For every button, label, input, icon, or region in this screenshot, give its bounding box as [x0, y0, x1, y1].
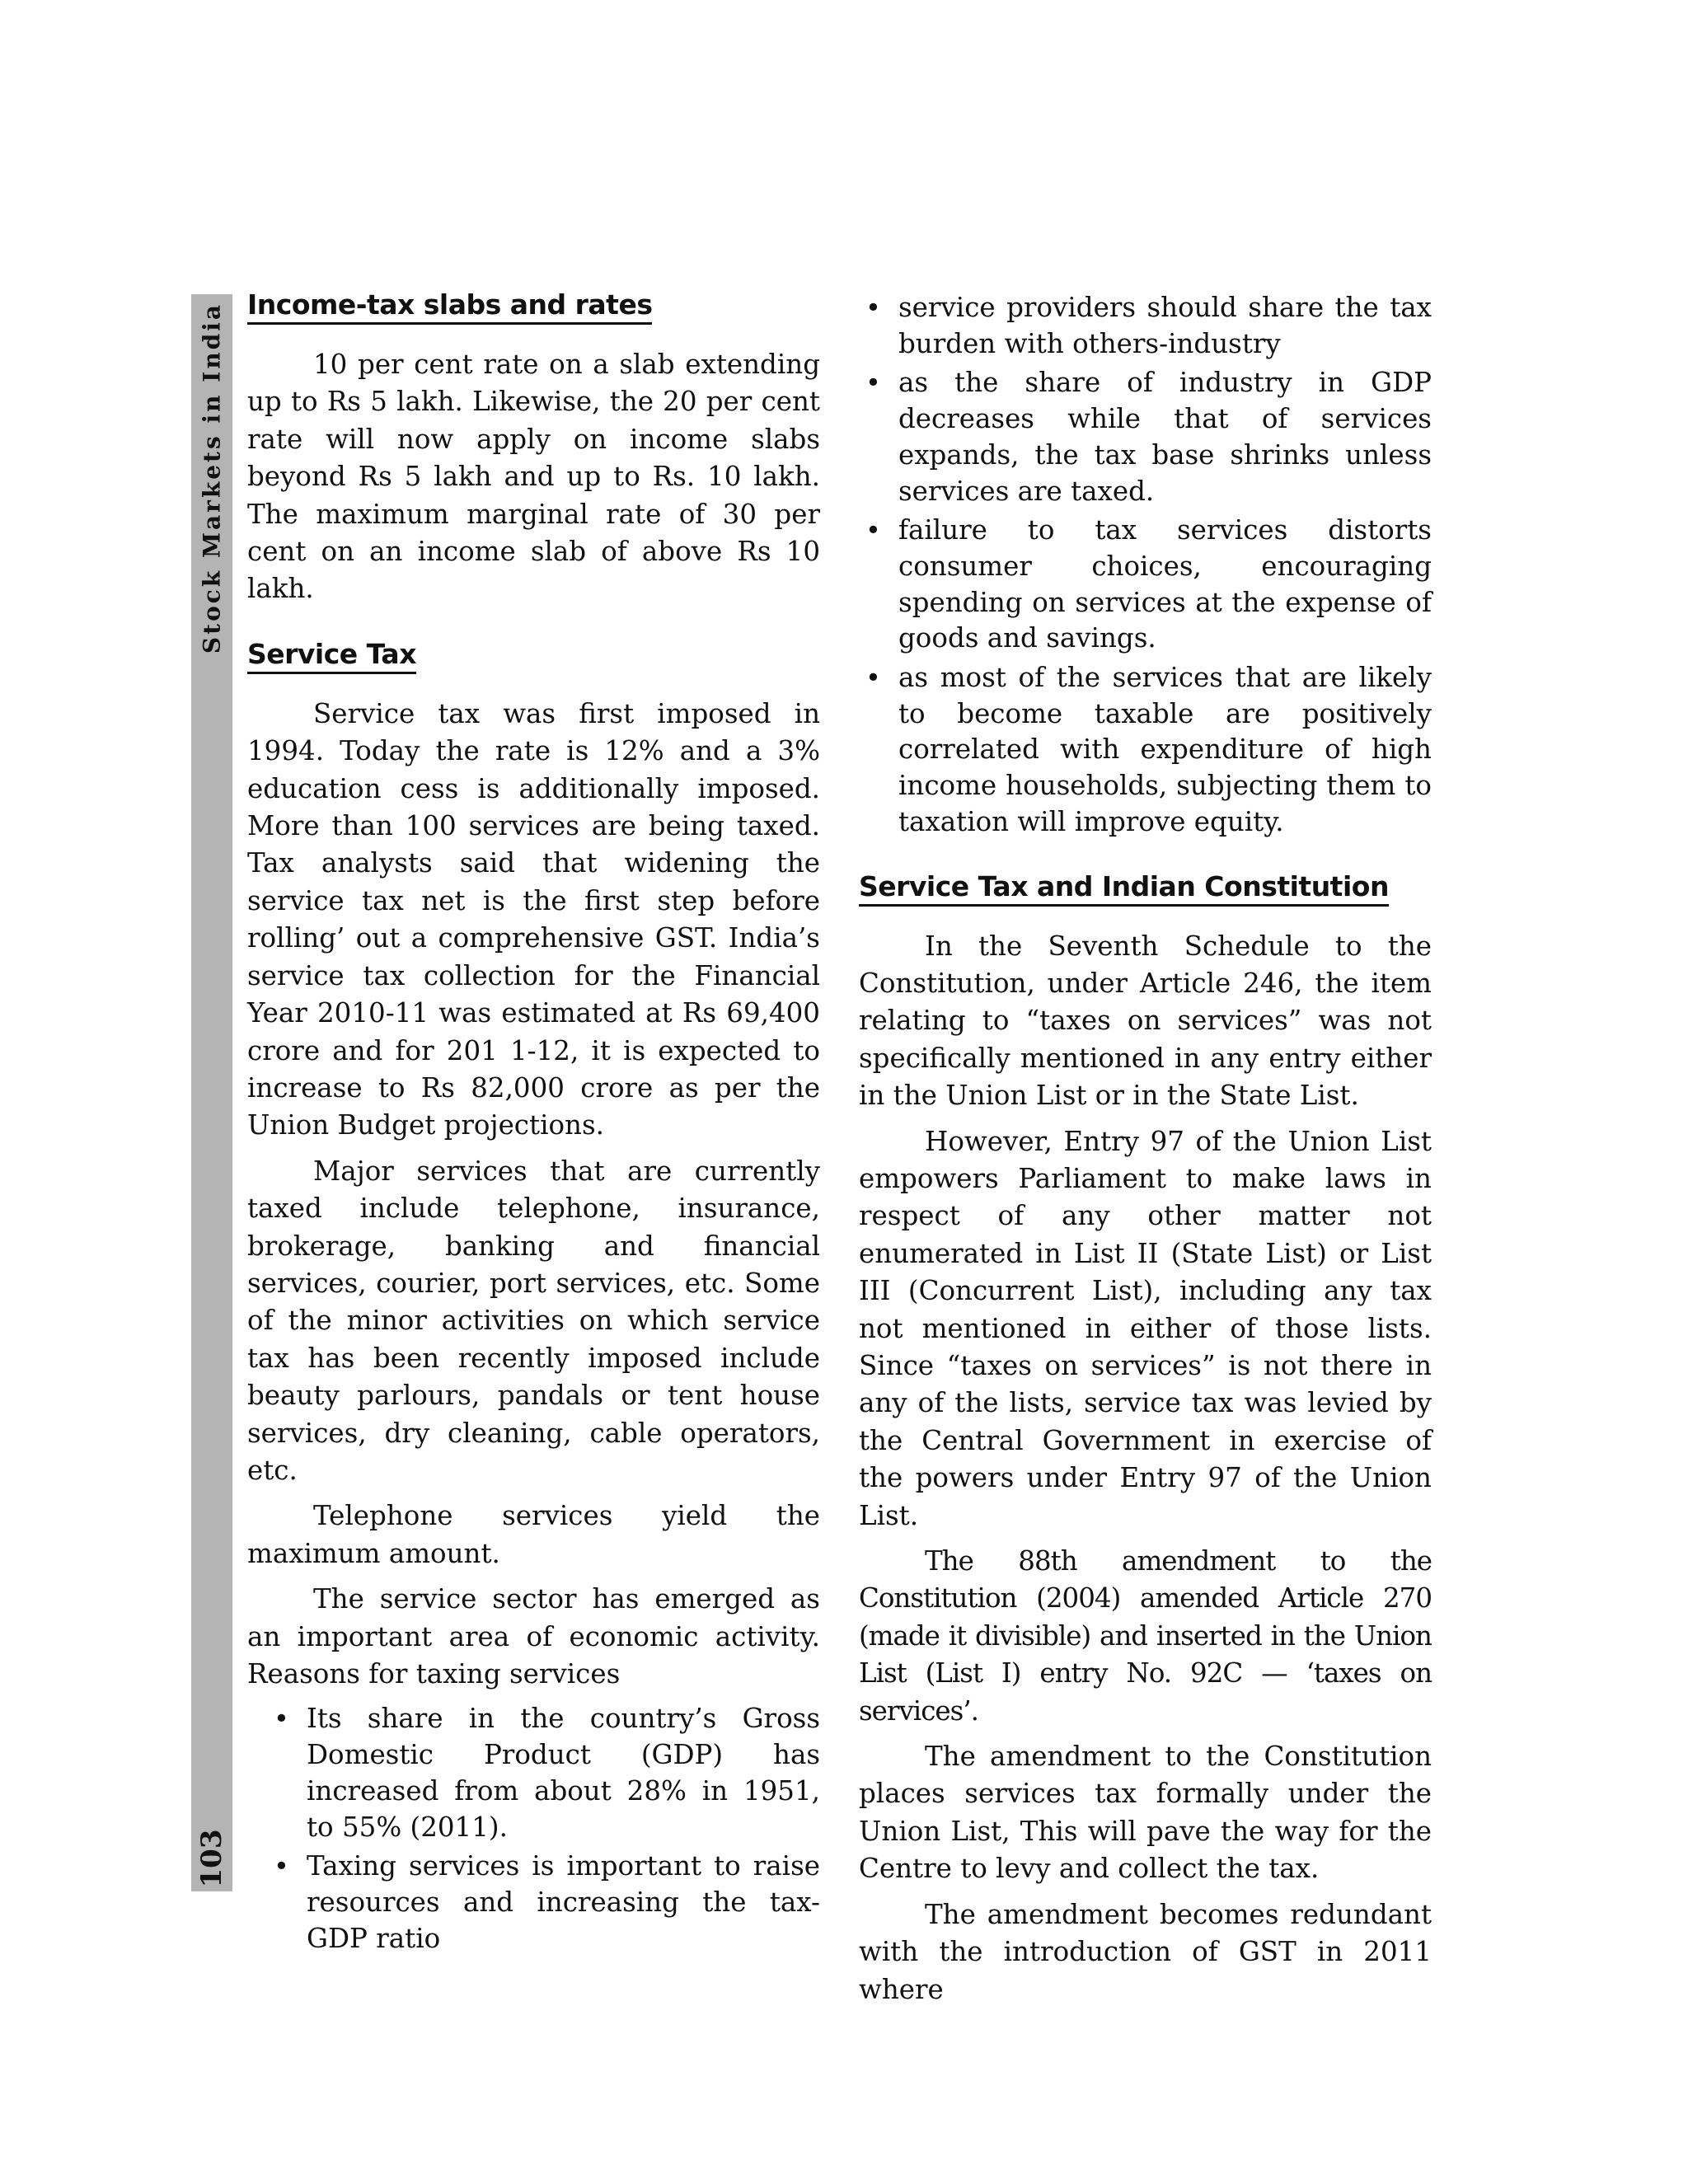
- bullet-list: [859, 290, 1432, 841]
- bullet-list: [247, 1701, 820, 1957]
- heading-income-tax: Income-tax slabs and rates: [247, 288, 652, 325]
- left-column: [247, 288, 820, 1965]
- paragraph: 10 per cent rate on a slab extending up to Rs 5 lakh. Likewise, the 20 per cent rate will now apply on income slabs beyond Rs 5 lakh and up to Rs. 10 lakh. The maximum marginal rate of 30 per cent on an income slab of above Rs 10 lakh.: [247, 349, 820, 605]
- heading-constitution: Service Tax and Indian Constitution: [859, 870, 1389, 907]
- bullet-icon: •: [865, 367, 881, 399]
- paragraph: However, Entry 97 of the Union List empowers Parliament to make laws in respect of any other matter not enumerated in List II (State List) or List III (Concurrent List), including any tax not mentioned in either of those lists. Since “taxes on services” is not there in any of the lists, service tax was levied by the Central Government in exercise of the powers under Entry 97 of the Union List.: [859, 1125, 1432, 1531]
- list-item: • as the share of industry in GDP decreases while that of services expands, the tax base shrinks unless services are taxed.: [865, 367, 1432, 507]
- bullet-icon: •: [865, 514, 881, 546]
- bullet-icon: •: [865, 662, 881, 694]
- paragraph: Major services that are currently taxed include telephone, insurance, brokerage, banking and financial services, courier, port services, etc. Some of the minor activities on which service tax has been recently imposed include beauty parlours, pandals or tent house services, dry cleaning, cable operators, etc.: [247, 1155, 820, 1486]
- paragraph: The amendment to the Constitution places services tax formally under the Union List, This will pave the way for the Centre to levy and collect the tax.: [859, 1741, 1432, 1885]
- heading-service-tax: Service Tax: [247, 638, 416, 674]
- list-item: • Taxing services is important to raise resources and increasing the tax-GDP ratio: [274, 1850, 820, 1954]
- bullet-icon: •: [865, 292, 881, 323]
- list-item: • as most of the services that are likely to become taxable are positively correlated with expenditure of high income households, subjecting them to taxation will improve equity.: [865, 662, 1432, 837]
- list-item: • failure to tax services distorts consumer choices, encouraging spending on services at the expense of goods and savings.: [865, 514, 1432, 654]
- running-title: Stock Markets in India: [198, 302, 226, 654]
- bullet-icon: •: [274, 1703, 289, 1735]
- paragraph: The 88th amendment to the Constitution (2004) amended Article 270 (made it divisible) and inserted in the Union List (List I) entry No. 92C — ‘taxes on services’.: [859, 1545, 1432, 1727]
- list-item: • service providers should share the tax burden with others-industry: [865, 292, 1432, 359]
- paragraph: Service tax was first imposed in 1994. Today the rate is 12% and a 3% education cess is additionally imposed. More than 100 services are being taxed. Tax analysts said that widening the service tax net is the first step before rolling’ out a comprehensive GST. India’s service tax collection for the Financial Year 2010-11 was estimated at Rs 69,400 crore and for 201 1-12, it is expected to increase to Rs 82,000 crore as per the Union Budget projections.: [247, 697, 820, 1141]
- paragraph: The amendment becomes redundant with the introduction of GST in 2011 where: [859, 1898, 1432, 2005]
- bullet-icon: •: [274, 1850, 289, 1882]
- paragraph: The service sector has emerged as an important area of economic activity. Reasons for taxing services: [247, 1583, 820, 1690]
- right-column: [859, 290, 1432, 2017]
- paragraph: Telephone services yield the maximum amount.: [247, 1500, 820, 1569]
- page-number: 103: [195, 1829, 228, 1888]
- paragraph: In the Seventh Schedule to the Constitution, under Article 246, the item relating to “taxes on services” was not specifically mentioned in any entry either in the Union List or in the State List.: [859, 930, 1432, 1112]
- list-item: • Its share in the country’s Gross Domestic Product (GDP) has increased from about 28% in 1951, to 55% (2011).: [274, 1703, 820, 1843]
